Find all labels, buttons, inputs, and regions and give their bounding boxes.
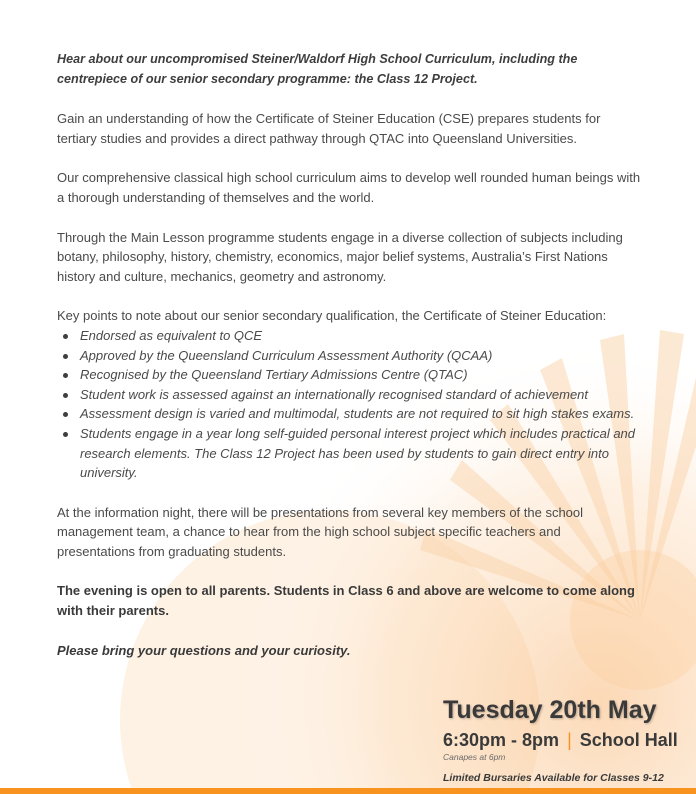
event-time: 6:30pm - 8pm bbox=[443, 730, 560, 750]
event-canapes-note: Canapes at 6pm bbox=[443, 752, 506, 762]
paragraph-curriculum-aims: Our comprehensive classical high school curriculum aims to develop well rounded human beings with a thorough understanding of themselves and the world. bbox=[57, 170, 641, 205]
paragraph-cse-pathway: Gain an understanding of how the Certificate of Steiner Education (CSE) prepares students for tertiary studies and provides a direct pathway through QTAC into Queensland Universities. bbox=[57, 111, 601, 146]
paragraph-questions: Please bring your questions and your curiosity. bbox=[57, 642, 351, 658]
list-item: Recognised by the Queensland Tertiary Admissions Centre (QTAC) bbox=[80, 365, 642, 385]
main-content bbox=[57, 50, 642, 680]
event-venue: School Hall bbox=[579, 730, 678, 750]
paragraph-presentations: At the information night, there will be presentations from several key members of the school management team, a chance to hear from the high school subject specific teachers and presentations from graduating students. bbox=[57, 504, 584, 559]
paragraph-open-to-parents: The evening is open to all parents. Students in Class 6 and above are welcome to come along with their parents. bbox=[57, 583, 635, 619]
event-details bbox=[443, 694, 678, 785]
list-item: Approved by the Queensland Curriculum Assessment Authority (QCAA) bbox=[80, 346, 642, 366]
event-date: Tuesday 20th May bbox=[443, 696, 657, 724]
bottom-accent-bar bbox=[0, 788, 696, 794]
paragraph-main-lesson: Through the Main Lesson programme students engage in a diverse collection of subjects including botany, philosophy, history, chemistry, economics, major belief systems, Australia’s First Nations history and culture, mechanics, geometry and astronomy. bbox=[57, 229, 623, 284]
list-item: Endorsed as equivalent to QCE bbox=[80, 326, 642, 346]
key-points-list bbox=[57, 326, 642, 483]
list-item: Assessment design is varied and multimodal, students are not required to sit high stakes exams. bbox=[80, 404, 642, 424]
list-item: Student work is assessed against an internationally recognised standard of achievement bbox=[80, 385, 642, 405]
event-separator: | bbox=[567, 730, 572, 750]
intro-heading: Hear about our uncompromised Steiner/Waldorf High School Curriculum, including the centrepiece of our senior secondary programme: the Class 12 Project. bbox=[57, 52, 578, 86]
event-bursary-note: Limited Bursaries Available for Classes 9-12 bbox=[443, 772, 664, 784]
event-time-venue bbox=[443, 728, 678, 752]
paragraph-key-points-intro: Key points to note about our senior secondary qualification, the Certificate of Steiner Education: bbox=[57, 308, 607, 324]
list-item: Students engage in a year long self-guided personal interest project which includes practical and research elements. The Class 12 Project has been used by students to gain direct entry into university. bbox=[80, 424, 642, 483]
